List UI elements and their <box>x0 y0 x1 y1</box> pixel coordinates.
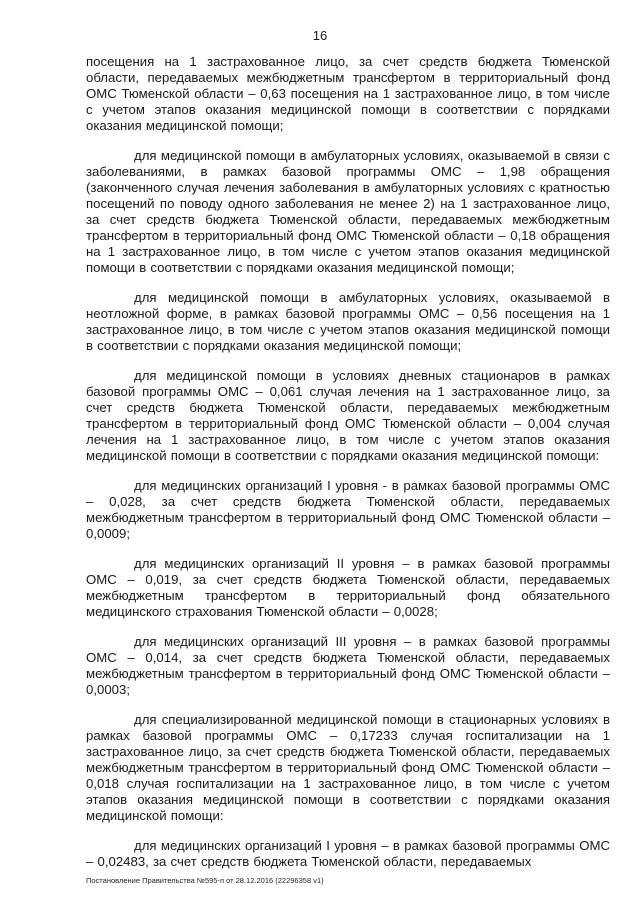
document-body <box>86 54 610 884</box>
paragraph: для медицинских организаций I уровня - в рамках базовой программы ОМС – 0,028, за счет средств бюджета Тюменской области, передаваемых межбюджетным трансфертом в территориальный фонд ОМС Тюменской области – 0,0009; <box>86 478 610 541</box>
paragraph: для медицинских организаций I уровня – в рамках базовой программы ОМС – 0,02483, за счет средств бюджета Тюменской области, передаваемых <box>86 838 610 869</box>
document-footer: Постановление Правительства №595-п от 28.12.2016 (22296358 v1) <box>86 876 324 885</box>
paragraph: для медицинских организаций III уровня – в рамках базовой программы ОМС – 0,014, за счет средств бюджета Тюменской области, передаваемых межбюджетным трансфертом в территориальный фонд ОМС Тюменской области – 0,0003; <box>86 634 610 697</box>
paragraph: для медицинской помощи в условиях дневных стационаров в рамках базовой программы ОМС – 0,061 случая лечения на 1 застрахованное лицо, за счет средств бюджета Тюменской области, передаваемых межбюджетным трансфертом в территориальный фонд ОМС Тюменской области – 0,004 случая лечения на 1 застрахованное лицо, в том числе с учетом этапов оказания медицинской помощи в соответствии с порядками оказания медицинской помощи: <box>86 368 610 463</box>
paragraph: для медицинской помощи в амбулаторных условиях, оказываемой в связи с заболеваниями, в рамках базовой программы ОМС – 1,98 обращения (законченного случая лечения заболевания в амбулаторных условиях с кратностью посещений по поводу одного заболевания не менее 2) на 1 застрахованное лицо, за счет средств бюджета Тюменской области, передаваемых межбюджетным трансфертом в территориальный фонд ОМС Тюменской области – 0,18 обращения на 1 застрахованное лицо, в том числе с учетом этапов оказания медицинской помощи в соответствии с порядками оказания медицинской помощи; <box>86 148 610 275</box>
paragraph: посещения на 1 застрахованное лицо, за счет средств бюджета Тюменской области, передаваемых межбюджетным трансфертом в территориальный фонд ОМС Тюменской области – 0,63 посещения на 1 застрахованное лицо, в том числе с учетом этапов оказания медицинской помощи в соответствии с порядками оказания медицинской помощи; <box>86 54 610 133</box>
page-number: 16 <box>312 28 328 43</box>
paragraph: для специализированной медицинской помощи в стационарных условиях в рамках базовой программы ОМС – 0,17233 случая госпитализации на 1 застрахованное лицо, за счет средств бюджета Тюменской области, передаваемых межбюджетным трансфертом в территориальный фонд ОМС Тюменской области – 0,018 случая госпитализации на 1 застрахованное лицо, в том числе с учетом этапов оказания медицинской помощи в соответствии с порядками оказания медицинской помощи: <box>86 712 610 823</box>
paragraph: для медицинских организаций II уровня – в рамках базовой программы ОМС – 0,019, за счет средств бюджета Тюменской области, передаваемых межбюджетным трансфертом в территориальный фонд обязательного медицинского страхования Тюменской области – 0,0028; <box>86 556 610 619</box>
paragraph: для медицинской помощи в амбулаторных условиях, оказываемой в неотложной форме, в рамках базовой программы ОМС – 0,56 посещения на 1 застрахованное лицо, в том числе с учетом этапов оказания медицинской помощи в соответствии с порядками оказания медицинской помощи; <box>86 290 610 353</box>
